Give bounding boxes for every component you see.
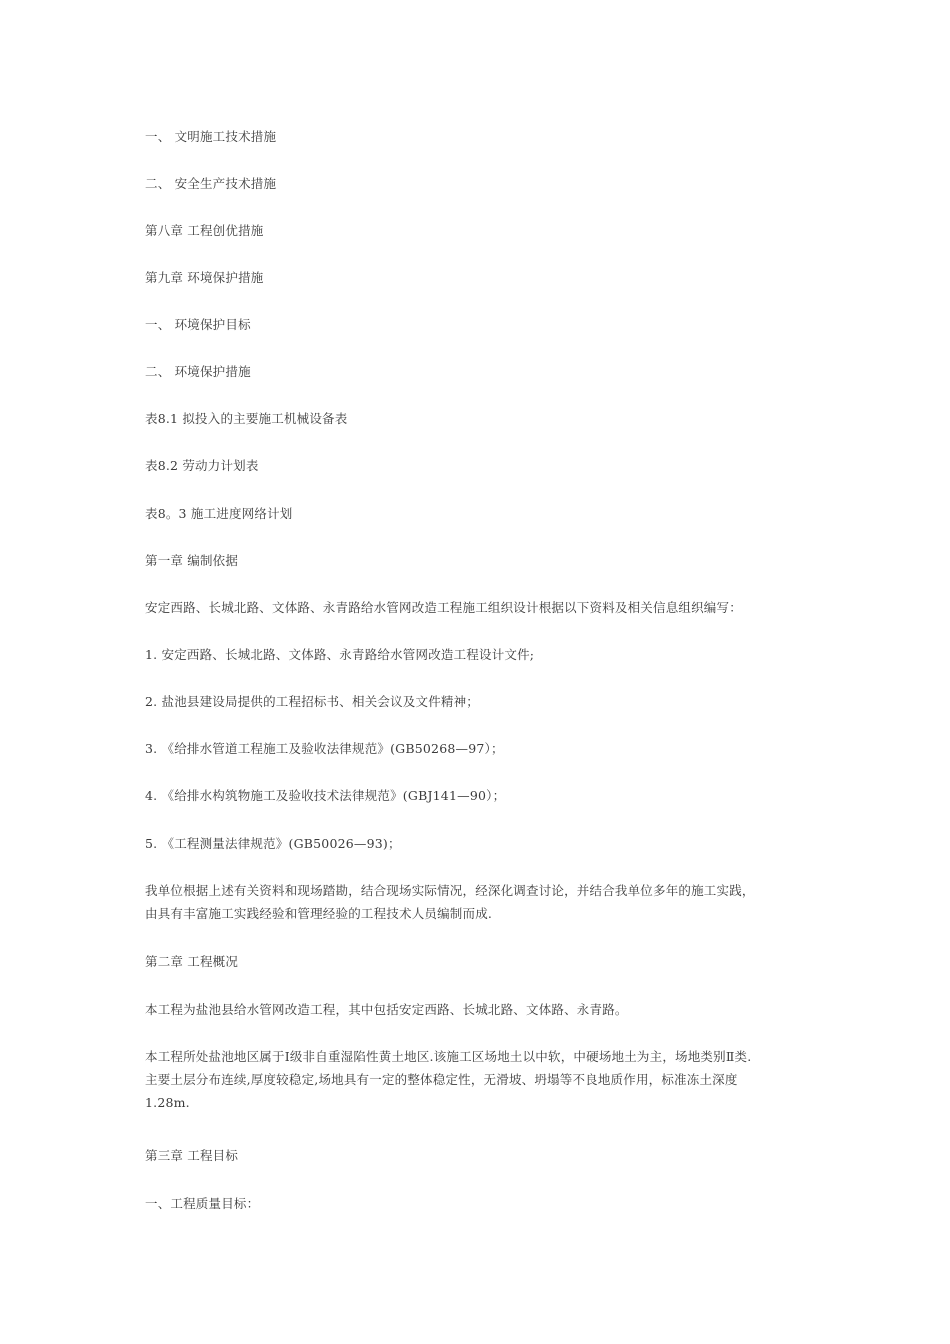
chapter-2-heading: 第二章 工程概况 [145, 954, 239, 969]
geology-paragraph [145, 1045, 805, 1114]
paragraph-line: 我单位根据上述有关资料和现场踏勘，结合现场实际情况，经深化调查讨论，并结合我单位多年的施工实践， [145, 883, 755, 898]
toc-item-table-8-1: 表8.1 拟投入的主要施工机械设备表 [145, 411, 348, 426]
basis-item-5: 5. 《工程测量法律规范》(GB50026—93)； [145, 836, 401, 851]
toc-item-table-8-2: 表8.2 劳动力计划表 [145, 458, 259, 473]
chapter-3-heading: 第三章 工程目标 [145, 1148, 239, 1163]
toc-item-env-measures: 二、 环境保护措施 [145, 364, 251, 379]
quality-target-heading: 一、工程质量目标： [145, 1196, 260, 1211]
paragraph-line: 本工程所处盐池地区属于Ⅰ级非自重湿陷性黄土地区.该施工区场地土以中软，中硬场地土为主，场地类别Ⅱ类. [145, 1049, 752, 1064]
toc-item-safety-production: 二、 安全生产技术措施 [145, 176, 277, 191]
paragraph-line: 由具有丰富施工实践经验和管理经验的工程技术人员编制而成. [145, 906, 493, 921]
basis-item-4: 4. 《给排水构筑物施工及验收技术法律规范》(GBJ141—90）； [145, 788, 506, 803]
paragraph-line: 1.28m. [145, 1095, 190, 1110]
toc-item-chapter-9: 第九章 环境保护措施 [145, 270, 264, 285]
basis-item-2: 2. 盐池县建设局提供的工程招标书、相关会议及文件精神； [145, 694, 480, 709]
toc-item-env-target: 一、 环境保护目标 [145, 317, 251, 332]
toc-item-chapter-8: 第八章 工程创优措施 [145, 223, 264, 238]
basis-intro: 安定西路、长城北路、文体路、永青路给水管网改造工程施工组织设计根据以下资料及相关信息组织编写： [145, 600, 742, 615]
basis-item-1: 1. 安定西路、长城北路、文体路、永青路给水管网改造工程设计文件; [145, 647, 535, 662]
paragraph-line: 主要土层分布连续,厚度较稳定,场地具有一定的整体稳定性，无滑坡、坍塌等不良地质作用，标准冻土深度 [145, 1072, 738, 1087]
toc-item-table-8-3: 表8。3 施工进度网络计划 [145, 506, 293, 521]
toc-item-civilized-construction: 一、 文明施工技术措施 [145, 129, 277, 144]
compilation-paragraph [145, 879, 805, 925]
chapter-1-heading: 第一章 编制依据 [145, 553, 239, 568]
project-overview: 本工程为盐池县给水管网改造工程，其中包括安定西路、长城北路、文体路、永青路。 [145, 1002, 628, 1017]
basis-item-3: 3. 《给排水管道工程施工及验收法律规范》(GB50268—97）； [145, 741, 504, 756]
